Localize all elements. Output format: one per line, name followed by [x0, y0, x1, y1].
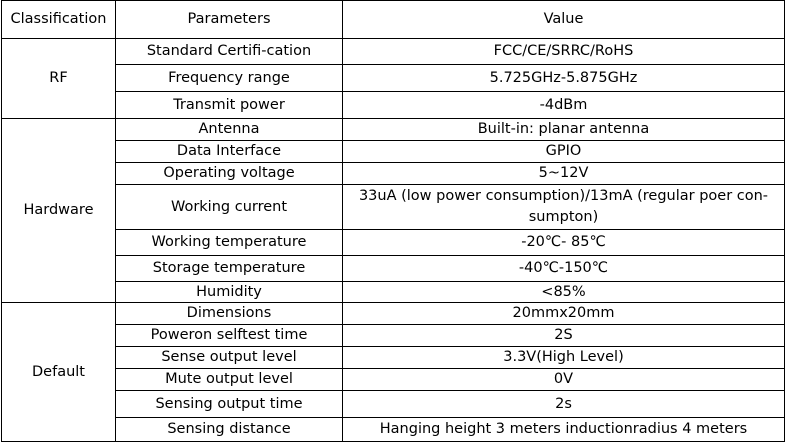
value-cell: 2s: [343, 391, 785, 418]
value-cell: 2S: [343, 325, 785, 347]
table-row: [2, 369, 785, 391]
parameters-header: Parameters: [116, 1, 343, 39]
value-cell: 3.3V(High Level): [343, 347, 785, 369]
group-label-default: Default: [2, 303, 116, 442]
table-row: [2, 391, 785, 418]
table-row: [2, 119, 785, 141]
value-cell: -20℃- 85℃: [343, 230, 785, 256]
parameter-cell: Data Interface: [116, 141, 343, 163]
table-row: [2, 325, 785, 347]
value-header: Value: [343, 1, 785, 39]
value-cell: -4dBm: [343, 92, 785, 119]
parameter-cell: Working current: [116, 185, 343, 230]
parameter-cell: Operating voltage: [116, 163, 343, 185]
parameter-cell: Working temperature: [116, 230, 343, 256]
header-row: [2, 1, 785, 39]
parameter-cell: Sense output level: [116, 347, 343, 369]
value-cell: <85%: [343, 282, 785, 303]
parameter-cell: Standard Certifi-cation: [116, 39, 343, 65]
value-cell: GPIO: [343, 141, 785, 163]
table-row: [2, 347, 785, 369]
table-row: [2, 163, 785, 185]
table-row: [2, 39, 785, 65]
table-row: [2, 282, 785, 303]
parameter-cell: Storage temperature: [116, 256, 343, 282]
classification-header: Classification: [2, 1, 116, 39]
parameter-cell: Sensing distance: [116, 418, 343, 442]
parameter-cell: Frequency range: [116, 65, 343, 92]
table-row: [2, 92, 785, 119]
value-cell: 5~12V: [343, 163, 785, 185]
parameter-cell: Sensing output time: [116, 391, 343, 418]
value-cell: 20mmx20mm: [343, 303, 785, 325]
table-row: [2, 141, 785, 163]
spec-table: [1, 0, 785, 442]
parameter-cell: Transmit power: [116, 92, 343, 119]
value-cell: 33uA (low power consumption)/13mA (regular poer con-sumpton): [343, 185, 785, 230]
table-row: [2, 185, 785, 230]
value-cell: Built-in: planar antenna: [343, 119, 785, 141]
value-cell: 0V: [343, 369, 785, 391]
parameter-cell: Humidity: [116, 282, 343, 303]
value-cell: -40℃-150℃: [343, 256, 785, 282]
group-label-rf: RF: [2, 39, 116, 119]
parameter-cell: Dimensions: [116, 303, 343, 325]
table-row: [2, 230, 785, 256]
table-row: [2, 65, 785, 92]
group-label-hardware: Hardware: [2, 119, 116, 303]
table-row: [2, 256, 785, 282]
table-row: [2, 303, 785, 325]
value-cell: FCC/CE/SRRC/RoHS: [343, 39, 785, 65]
table-row: [2, 418, 785, 442]
value-cell: 5.725GHz-5.875GHz: [343, 65, 785, 92]
parameter-cell: Antenna: [116, 119, 343, 141]
parameter-cell: Poweron selftest time: [116, 325, 343, 347]
value-cell: Hanging height 3 meters inductionradius 4 meters: [343, 418, 785, 442]
parameter-cell: Mute output level: [116, 369, 343, 391]
